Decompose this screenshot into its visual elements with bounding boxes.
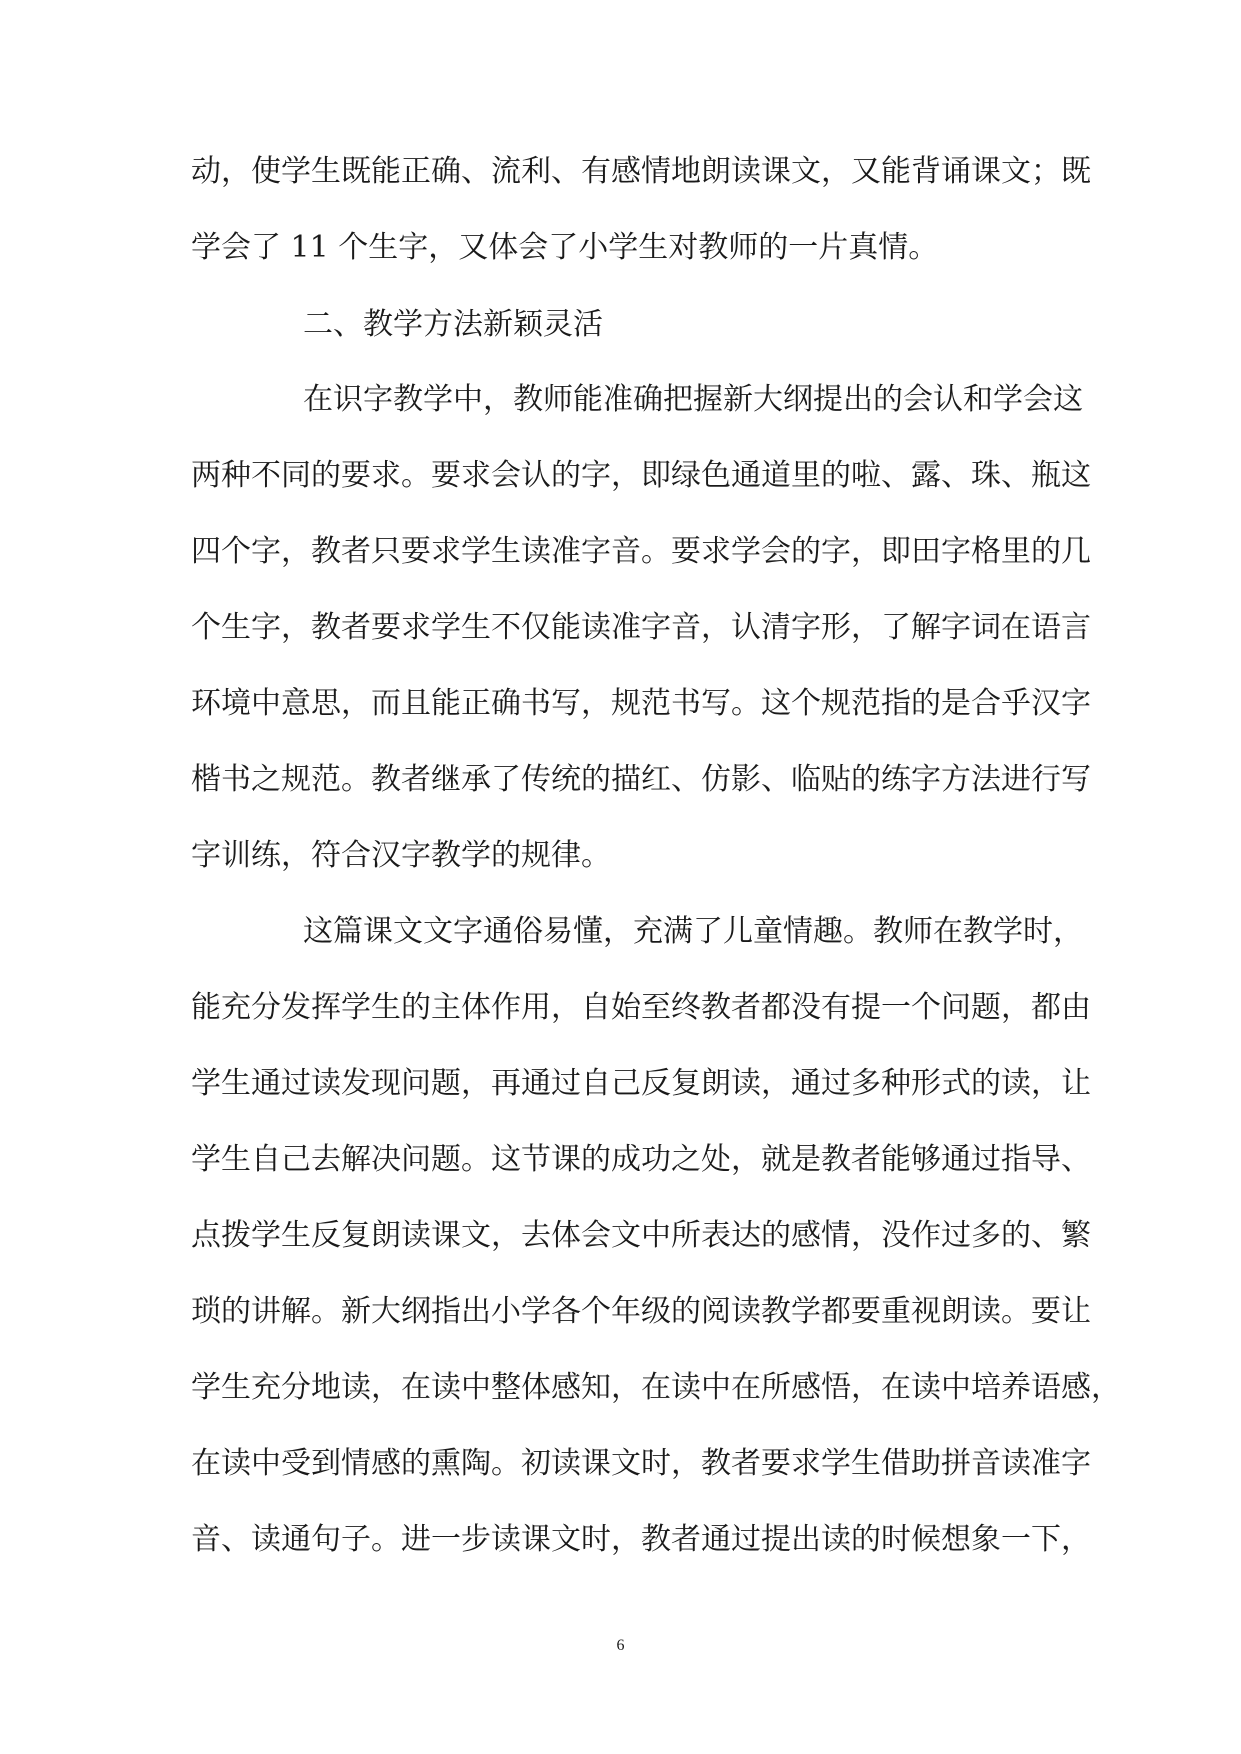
text-line-5: 两种不同的要求。要求会认的字，即绿色通道里的啦、露、珠、瓶这: [191, 458, 1091, 493]
text-line-1: 动，使学生既能正确、流利、有感情地朗读课文，又能背诵课文；既: [191, 154, 1091, 189]
text-line-16: 琐的讲解。新大纲指出小学各个年级的阅读教学都要重视朗读。要让: [191, 1294, 1091, 1329]
text-line-8: 环境中意思，而且能正确书写，规范书写。这个规范指的是合乎汉字: [191, 686, 1091, 721]
section-heading: 二、教学方法新颖灵活: [303, 307, 603, 342]
text-line-15: 点拨学生反复朗读课文，去体会文中所表达的感情，没作过多的、繁: [191, 1218, 1091, 1253]
page-number: 6: [616, 1637, 625, 1654]
text-line-18: 在读中受到情感的熏陶。初读课文时，教者要求学生借助拼音读准字: [191, 1446, 1091, 1481]
text-line-14: 学生自己去解决问题。这节课的成功之处，就是教者能够通过指导、: [191, 1142, 1091, 1177]
text-line-12: 能充分发挥学生的主体作用，自始至终教者都没有提一个问题，都由: [191, 990, 1091, 1025]
text-line-4: 在识字教学中，教师能准确把握新大纲提出的会认和学会这: [303, 382, 1083, 417]
text-line-10: 字训练，符合汉字教学的规律。: [191, 838, 611, 873]
text-line-17: 学生充分地读，在读中整体感知，在读中在所感悟，在读中培养语感，: [191, 1370, 1121, 1405]
text-line-7: 个生字，教者要求学生不仅能读准字音，认清字形，了解字词在语言: [191, 610, 1091, 645]
text-line-11: 这篇课文文字通俗易懂，充满了儿童情趣。教师在教学时，: [303, 914, 1083, 949]
text-line-9: 楷书之规范。教者继承了传统的描红、仿影、临贴的练字方法进行写: [191, 762, 1091, 797]
text-line-19: 音、读通句子。进一步读课文时，教者通过提出读的时候想象一下，: [191, 1522, 1091, 1557]
text-line-13: 学生通过读发现问题，再通过自己反复朗读，通过多种形式的读，让: [191, 1066, 1091, 1101]
text-line-6: 四个字，教者只要求学生读准字音。要求学会的字，即田字格里的几: [191, 534, 1091, 569]
text-line-2: 学会了 11 个生字，又体会了小学生对教师的一片真情。: [191, 230, 939, 265]
